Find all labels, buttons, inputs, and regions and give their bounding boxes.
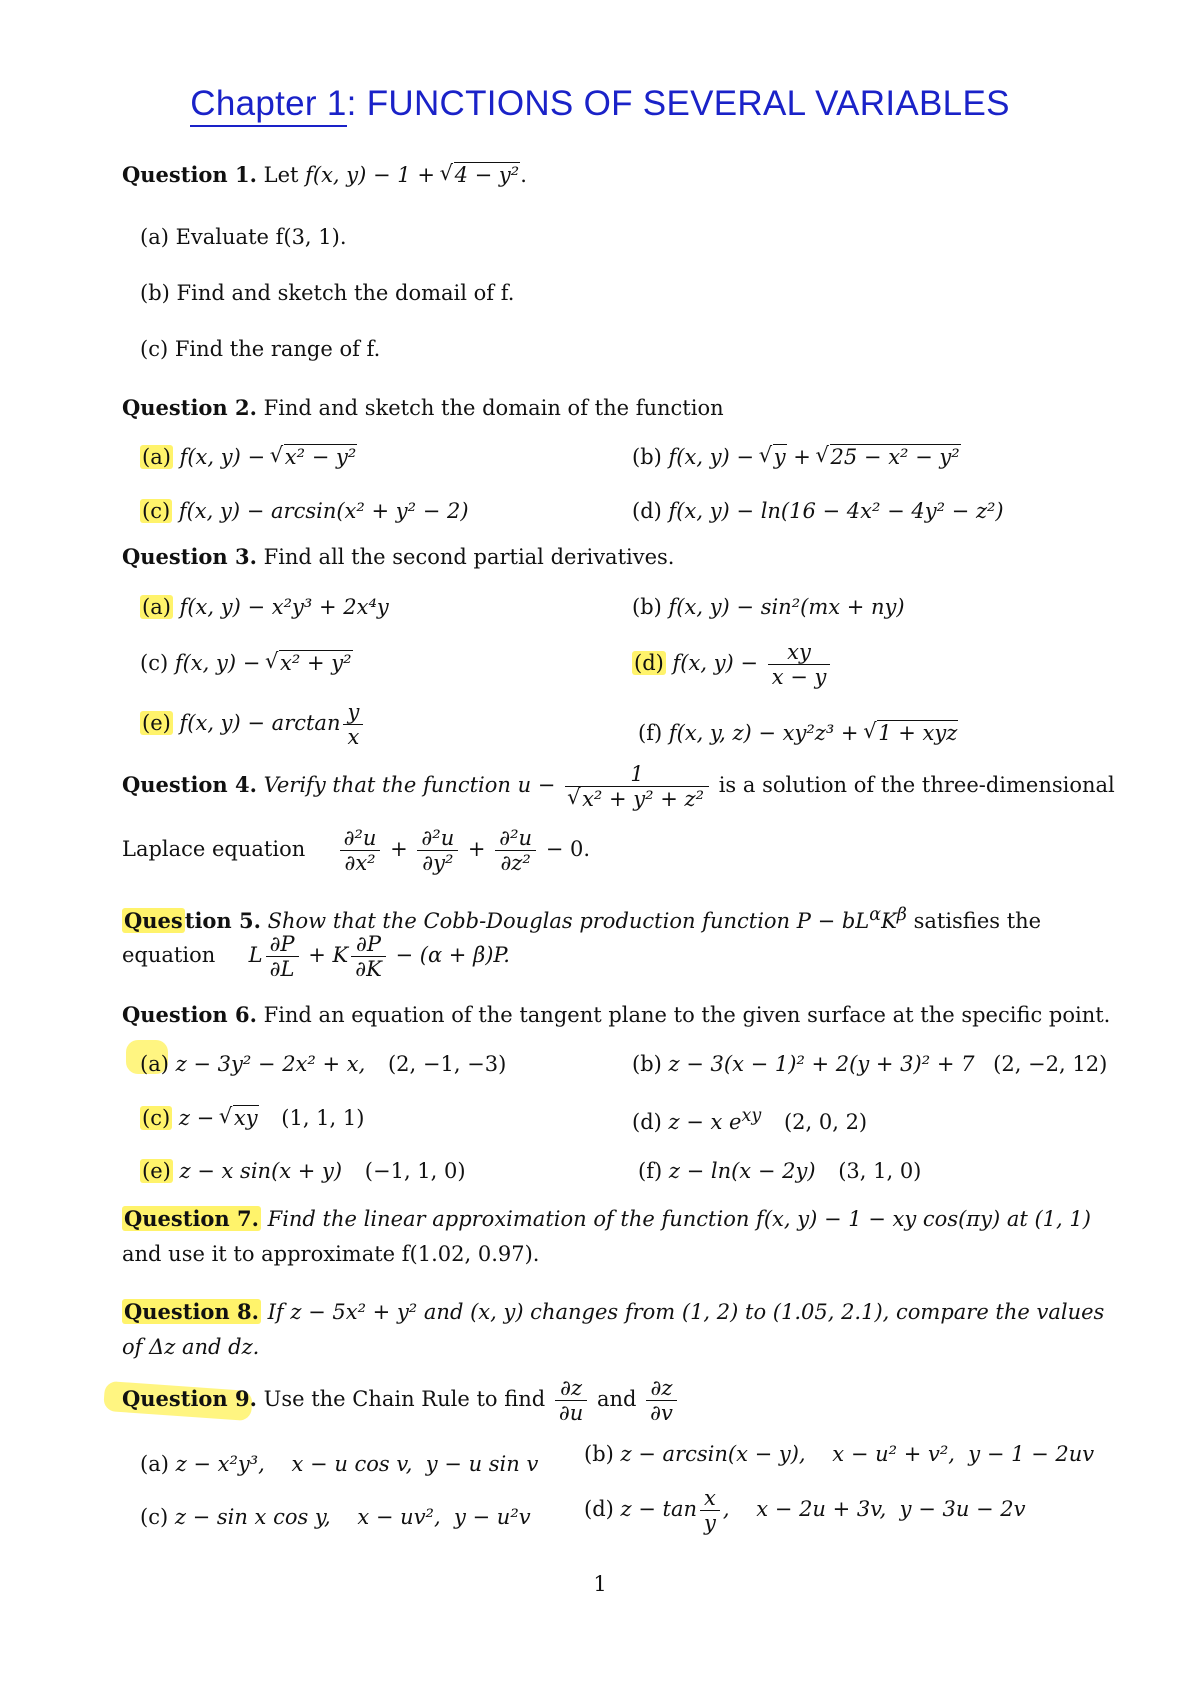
question-9-part-c: (c) z − sin x cos y, x − uv², y − u²v	[140, 1505, 531, 1529]
laplace-equation: Laplace equation $\frac{\text{∂²u}}{\text{∂x²}}$ + $\frac{\text{∂²u}}{\text{∂y²}}$ + $\frac{\text{∂²u}}{\text{∂z²}}$ − 0.	[122, 826, 591, 876]
sqrt-expression: √ y	[761, 446, 787, 469]
chapter-label: Chapter 1	[190, 84, 346, 127]
question-6-part-b: (b) z − 3(x − 1)² + 2(y + 3)² + 7 (2, −2, 12)	[632, 1052, 1108, 1076]
question-text: If z − 5x² + y² and (x, y) changes from (1, 2) to (1.05, 2.1), compare the values	[267, 1300, 1105, 1324]
question-1-part-c	[140, 338, 380, 361]
question-6-part-a: (a) z − 3y² − 2x² + x, (2, −1, −3)	[140, 1052, 507, 1076]
question-text: Use the Chain Rule to find	[263, 1387, 546, 1412]
question-text: Find an equation of the tangent plane to the given surface at the specific point.	[263, 1003, 1111, 1027]
fraction: $\frac{\partial z}{\partial u}$	[555, 1376, 587, 1425]
question-3-part-a: (a) f(x, y) − x²y³ + 2x⁴y	[142, 595, 389, 619]
question-label-highlighted: Question 7.	[124, 1206, 259, 1231]
question-8	[122, 1300, 1104, 1324]
fraction: $\frac{\text{∂²u}}{\text{∂x²}}$	[340, 826, 381, 875]
question-text: is a solution of the three-dimensional	[718, 773, 1115, 798]
chapter-title: : FUNCTIONS OF SEVERAL VARIABLES	[346, 84, 1010, 123]
fraction: 1 √ x² + y² + z²	[565, 762, 709, 811]
question-1-part-a	[140, 226, 347, 249]
question-6-part-f: (f) z − ln(x − 2y) (3, 1, 0)	[638, 1159, 922, 1183]
question-2-part-c: (c) f(x, y) − arcsin(x² + y² − 2)	[142, 499, 469, 523]
question-9-part-d: (d) z − tan $\frac{x}{y}$ , x − 2u + 3v, y − 3u − 2v	[584, 1486, 1026, 1536]
part-tag: (c)	[140, 651, 169, 675]
question-label: Question 2.	[122, 395, 257, 420]
question-label: Question 5.	[124, 908, 261, 933]
question-label-highlighted: Question 8.	[124, 1299, 259, 1324]
question-text: Find all the second partial derivatives.	[263, 545, 675, 569]
part-tag: (f)	[638, 1159, 663, 1183]
question-9: Question 9. Use the Chain Rule to find $\frac{\partial z}{\partial u}$ and $\frac{\partial z}{\partial v}$	[122, 1376, 680, 1425]
question-text: Show that the Cobb-Douglas production function P − bL	[267, 909, 870, 933]
part-tag: (c)	[140, 1505, 169, 1529]
part-tag-highlighted: (c)	[142, 1106, 171, 1130]
sqrt-expression: √ 25 − x² − y²	[818, 446, 961, 469]
page-title	[0, 84, 1200, 124]
part-text: Evaluate f(3, 1).	[175, 225, 347, 249]
question-9-part-a: (a) z − x²y³, x − u cos v, y − u sin v	[140, 1452, 539, 1476]
question-label: Question 3.	[122, 544, 257, 569]
part-tag-highlighted: (e)	[142, 1159, 171, 1183]
question-6-part-c: (c) z − √ xy (1, 1, 1)	[140, 1107, 364, 1130]
part-tag-highlighted: (a)	[142, 445, 171, 469]
part-tag: (a)	[140, 1052, 169, 1076]
fraction: $\frac{\text{∂²u}}{\text{∂y²}}$	[417, 826, 458, 875]
part-tag: (b)	[632, 595, 662, 619]
question-7	[122, 1207, 1091, 1231]
fraction: $\frac{y}{x}$	[343, 700, 363, 749]
question-3	[122, 545, 674, 569]
question-9-part-b: (b) z − arcsin(x − y), x − u² + v², y − 1 − 2uv	[584, 1442, 1095, 1466]
part-tag: (a)	[140, 1452, 169, 1476]
question-2-part-b: (b) f(x, y) − √ y + √ 25 − x² − y²	[632, 446, 961, 469]
question-1-part-b	[140, 282, 514, 305]
question-text: Find the linear approximation of the function f(x, y) − 1 − xy cos(πy) at (1, 1)	[267, 1207, 1091, 1231]
question-1: Question 1. Let f(x, y) − 1 + √ 4 − y².	[122, 163, 527, 187]
part-tag: (b)	[632, 445, 662, 469]
fraction: $\frac{\partial P}{\partial L}$	[266, 932, 299, 981]
part-tag: (c)	[140, 337, 169, 361]
part-tag: (a)	[140, 225, 169, 249]
question-6	[122, 1003, 1110, 1027]
fraction: $\frac{\partial z}{\partial v}$	[646, 1376, 677, 1425]
part-tag: (d)	[632, 499, 662, 523]
question-5: Question 5. Show that the Cobb-Douglas production function $P - bL^\alpha K^\beta$ satisfies the	[124, 905, 1042, 933]
question-3-part-b: (b) f(x, y) − sin²(mx + ny)	[632, 595, 905, 619]
page-number: 1	[593, 1572, 607, 1596]
cobb-douglas-equation: equation L $\frac{\partial P}{\partial L}$ + K $\frac{\partial P}{\partial K}$ − (α + β)P.	[122, 932, 510, 982]
formula: f(x, y) − 1 +	[305, 163, 442, 187]
question-text: Let	[263, 163, 299, 187]
question-6-part-d: (d) z − x $e^{xy}$ (2, 0, 2)	[632, 1106, 868, 1134]
part-tag: (b)	[140, 281, 170, 305]
sqrt-expression: √ x² − y²	[272, 446, 358, 469]
question-text: Find and sketch the domain of the function	[263, 396, 724, 420]
question-label: Question 1.	[122, 162, 257, 187]
part-tag: (d)	[632, 1110, 662, 1134]
fraction: $\frac{xy}{x - y}$	[768, 640, 831, 689]
question-3-part-d: (d) f(x, y) − $\frac{xy}{x - y}$	[632, 640, 833, 689]
fraction: $\frac{\partial P}{\partial K}$	[351, 932, 386, 981]
question-text: Verify that the function u −	[263, 773, 556, 798]
question-8-line-2: of Δz and dz.	[122, 1335, 260, 1359]
question-6-part-e: (e) z − x sin(x + y) (−1, 1, 0)	[142, 1159, 466, 1183]
question-2	[122, 396, 724, 420]
question-3-part-c: (c) f(x, y) − √ x² + y²	[140, 652, 353, 675]
question-7-line-2: and use it to approximate f(1.02, 0.97).	[122, 1242, 540, 1266]
question-3-part-e: (e) f(x, y) − arctan $\frac{y}{x}$	[140, 700, 366, 749]
part-text: Find and sketch the domail of f.	[176, 281, 515, 305]
part-tag: (f)	[638, 721, 663, 745]
question-3-part-f: (f) f(x, y, z) − xy²z³ + √ 1 + xyz	[638, 722, 958, 745]
part-tag-highlighted: (c)	[142, 499, 171, 523]
part-tag: (d)	[584, 1497, 614, 1522]
part-tag-highlighted: (d)	[634, 651, 664, 676]
question-label: Question 6.	[122, 1002, 257, 1027]
part-tag: (b)	[584, 1442, 614, 1466]
part-tag-highlighted: (e)	[142, 711, 171, 736]
part-tag: (b)	[632, 1052, 662, 1076]
question-label: Question 4.	[122, 772, 257, 798]
part-text: Find the range of f.	[174, 337, 381, 361]
question-2-part-a: (a) f(x, y) − √ x² − y²	[140, 446, 357, 469]
question-4	[122, 762, 1115, 811]
question-2-part-d: (d) f(x, y) − ln(16 − 4x² − 4y² − z²)	[632, 499, 1004, 523]
sqrt-expression: √ x² + y²	[267, 652, 353, 675]
fraction: $\frac{\text{∂²u}}{\text{∂z²}}$	[495, 826, 536, 875]
sqrt-expression: √ 1 + xyz	[865, 722, 958, 745]
sqrt-expression: √ x² + y² + z²	[569, 787, 705, 811]
sqrt-expression: √ xy	[221, 1107, 259, 1130]
sqrt-expression: √ 4 − y²	[442, 164, 521, 187]
fraction: $\frac{x}{y}$	[700, 1486, 720, 1535]
question-label: Question 9.	[122, 1386, 257, 1412]
part-tag-highlighted: (a)	[142, 595, 171, 619]
